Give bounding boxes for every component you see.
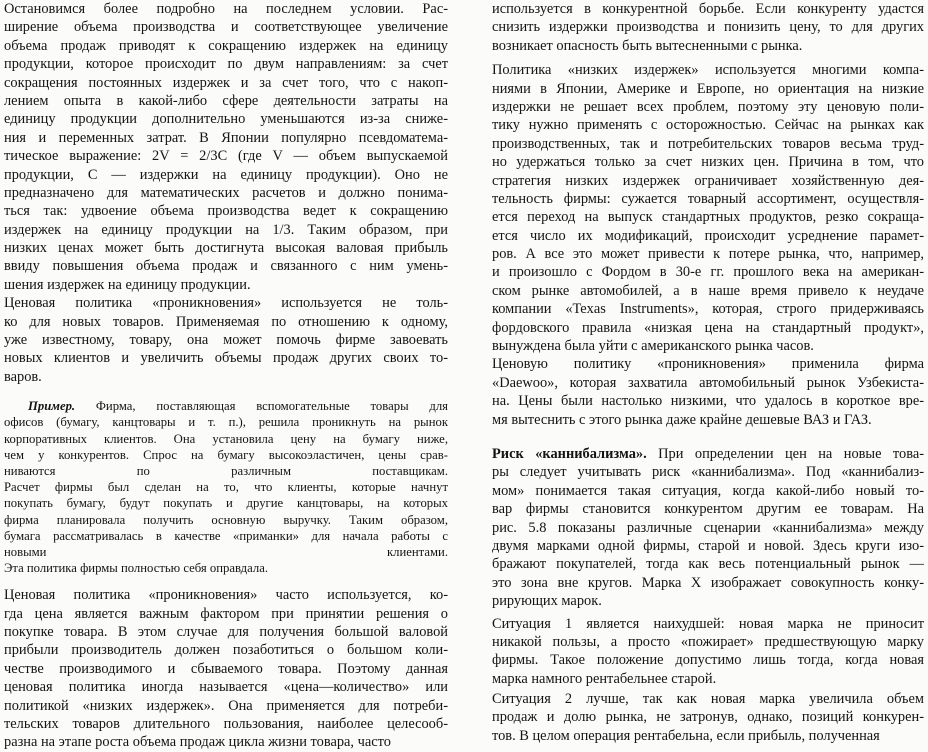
text-line: производственных, так и потребительских товаров весьма труд-: [492, 135, 924, 152]
text-line: ценовая политика иногда называется «цена—количество» или: [4, 679, 448, 696]
text-line: разна на этапе роста объема продаж цикла жизни товара, часто: [4, 734, 391, 751]
text-line: чем у конкурентов. Спрос на бумагу высокоэластичен, цены срав-: [4, 447, 448, 462]
text-line: тельность фирмы: сужается товарный ассортимент, осуществля-: [492, 190, 924, 207]
text-line: снизить издержки производства и понизить цену, то для других: [492, 19, 924, 36]
right-column: [492, 0, 924, 745]
text-line: Ситуация 1 является наихудшей: новая марка не приносит: [492, 615, 924, 632]
text-line: Расчет фирмы был сделан на то, что клиенты, которые начнут: [4, 480, 448, 495]
text-line: Ценовая политика «проникновения» часто используется, ко-: [4, 587, 448, 604]
text-line: ширение объема производства и соответствующее увеличение: [4, 19, 448, 36]
text-line: фирмы. Такое положение допустимо лишь тогда, когда новая: [492, 652, 924, 669]
text-line: Остановимся более подробно на последнем условии. Рас-: [4, 1, 448, 17]
text-line: Ценовая политика «проникновения» используется не толь-: [4, 295, 448, 312]
text-line: ется переход на выпуск стандартных продуктов, резко сокраща-: [492, 209, 924, 226]
text-line: объема продаж приводят к сокращению издержек на единицу: [4, 37, 448, 54]
text-line: ском рынке автомобилей, а в наше время привело к неудаче: [492, 282, 924, 299]
text-line: ется число их модификаций, происходит усреднение парамет-: [492, 227, 924, 244]
text-line: единицу продукции дополнительно уменьшаются из-за сниже-: [4, 111, 448, 128]
text-line: покупать бумагу, будут покупать и другие канцтовары, на которых: [4, 496, 448, 511]
text-line: варов.: [4, 368, 42, 385]
text-line: тическое выражение: 2V = 2/3C (где V — объем выпускаемой: [4, 148, 448, 165]
text-line: издержек на единицу продукции на 1/3. Таким образом, при: [4, 221, 448, 238]
section-heading: Риск «каннибализма».: [492, 445, 647, 462]
text-line: ко для новых товаров. Применяемая по отношению к одному,: [4, 313, 448, 330]
text-line: ния и переменных затрат. В Японии популярно псевдоматема-: [4, 129, 448, 146]
text-line: лением опыта в какой-либо сфере деятельности затраты на: [4, 92, 448, 109]
text-line: гда цена является важным фактором при принятии решения о: [4, 605, 448, 622]
text-line: рис. 5.8 показаны различные сценарии «каннибализма» между: [492, 519, 924, 536]
text-line: честве производимого и сбываемого товара. Поэтому данная: [4, 660, 448, 677]
text-fragment: При определении цен на новые това-: [646, 445, 924, 462]
text-line: бражают покупателей, тогда как весь потенциальный рынок —: [492, 556, 924, 573]
text-line: новыми клиентами.: [4, 544, 448, 559]
text-line: продукции, которое происходит по двум направлениям: за счет: [4, 56, 448, 73]
text-line: вар фирмы становится конкурентом другим ее товарам. На: [492, 501, 924, 518]
text-line: продукции, С — издержки на единицу продукции). Оно не: [4, 166, 448, 183]
text-line: тику нужно применять с осторожностью. Сейчас на рынках как: [492, 117, 924, 134]
text-line: ться так: удвоение объема производства ведет к сокращению: [4, 203, 448, 220]
text-line: ниваются по различным поставщикам.: [4, 463, 448, 478]
example-label: Пример.: [28, 399, 76, 414]
text-line: тов. В целом операция рентабельна, если прибыль, полученная: [492, 727, 880, 744]
text-line: низких ценах может быть достигнута высокая валовая прибыль: [4, 240, 448, 257]
text-line: фирма планировала получить основную выручку. Таким образом,: [4, 512, 448, 527]
paragraph-gap: [4, 576, 448, 586]
text-line: используется в конкурентной борьбе. Если конкуренту удастся: [492, 1, 924, 17]
text-line: Политика «низких издержек» используется многими компа-: [492, 62, 924, 79]
text-fragment: Фирма, поставляющая вспомогательные товары для: [75, 399, 448, 414]
text-line: мом» понимается такая ситуация, когда какой-либо новый то-: [492, 482, 924, 499]
text-line: [492, 445, 924, 463]
text-line: двумя марками одной фирмы, старой и новой. Здесь круги изо-: [492, 537, 924, 554]
text-line: новых клиентов и увеличить объемы продаж других своих то-: [4, 350, 448, 367]
text-line: бумага рассматривалась в качестве «приманки» для начала работы с: [4, 528, 448, 543]
text-line: на. Цены были настолько низкими, что удалось в короткое вре-: [492, 393, 924, 410]
text-line: уже известному, товару, она может помочь фирме завоевать: [4, 332, 448, 349]
text-line: «Daewoo», которая захватила автомобильный рынок Узбекиста-: [492, 374, 924, 391]
text-line: возникает опасность быть вытесненными с рынка.: [492, 37, 803, 54]
text-line: ввиду повышения объема продаж и связанного с ним умень-: [4, 258, 448, 275]
text-line: прибыли производитель должен позаботиться о большом коли-: [4, 642, 448, 659]
text-line: Ценовую политику «проникновения» применила фирма: [492, 356, 924, 373]
text-line: ров. А все это может привести к потере рынка, что, например,: [492, 246, 924, 263]
text-line: фордовского правила «низкая цена на стандартный продукт»,: [492, 319, 924, 336]
text-line: ниями в Японии, Америке и Европе, но ориентация на низкие: [492, 80, 924, 97]
text-line: шения издержек на единицу продукции.: [4, 276, 251, 293]
paragraph-gap: [4, 386, 448, 398]
paragraph-gap: [492, 429, 924, 445]
left-column: [4, 0, 448, 752]
text-line: ры следует учитывать риск «каннибализма». Под «каннибализ-: [492, 464, 924, 481]
text-line: сокращения постоянных издержек и за счет того, что с накоп-: [4, 74, 448, 91]
text-line: рирующих марок.: [492, 593, 602, 610]
text-line: Ситуация 2 лучше, так как новая марка увеличила объем: [492, 691, 924, 708]
text-line: вынуждена была уйти с американского рынка часов.: [492, 338, 814, 355]
text-line: стратегия низких издержек ограничивает хозяйственную дея-: [492, 172, 924, 189]
text-line: никакой пользы, а просто «пожирает» предшествующую марку: [492, 633, 924, 650]
text-line: офисов (бумагу, канцтовары и т. п.), решила проникнуть на рынок: [4, 415, 448, 430]
text-line: продаж и долю рынка, не затронув, однако, позиций конкурен-: [492, 709, 924, 726]
text-line: покупке товара. В этом случае для получения большой валовой: [4, 624, 448, 641]
text-line: но удержаться только за счет низких цен. Причина в том, что: [492, 154, 924, 171]
text-line: мя вытеснить с этого рынка даже крайне дешевые ВАЗ и ГАЗ.: [492, 411, 872, 428]
text-line: [4, 398, 448, 414]
text-line: корпоративных клиентов. Она установила цену на бумагу ниже,: [4, 431, 448, 446]
text-line: это зона вне кругов. Марка X изображает совокупность конку-: [492, 574, 924, 591]
text-line: предназначено для математических расчетов и должно понима-: [4, 184, 448, 201]
text-line: марка намного рентабельнее старой.: [492, 670, 717, 687]
text-line: издержки не решает всех проблем, поэтому эту ценовую поли-: [492, 98, 924, 115]
text-line: компании «Texas Instruments», которая, строго придерживаясь: [492, 301, 924, 318]
text-line: и произошло с Фордом в 30-е гг. прошлого века на американ-: [492, 264, 924, 281]
text-line: политикой «низких издержек». Она применяется для потреби-: [4, 697, 448, 714]
text-line: Эта политика фирмы полностью себя оправдала.: [4, 561, 269, 576]
text-line: тельских товаров длительного пользования, наиболее целесооб-: [4, 716, 448, 732]
